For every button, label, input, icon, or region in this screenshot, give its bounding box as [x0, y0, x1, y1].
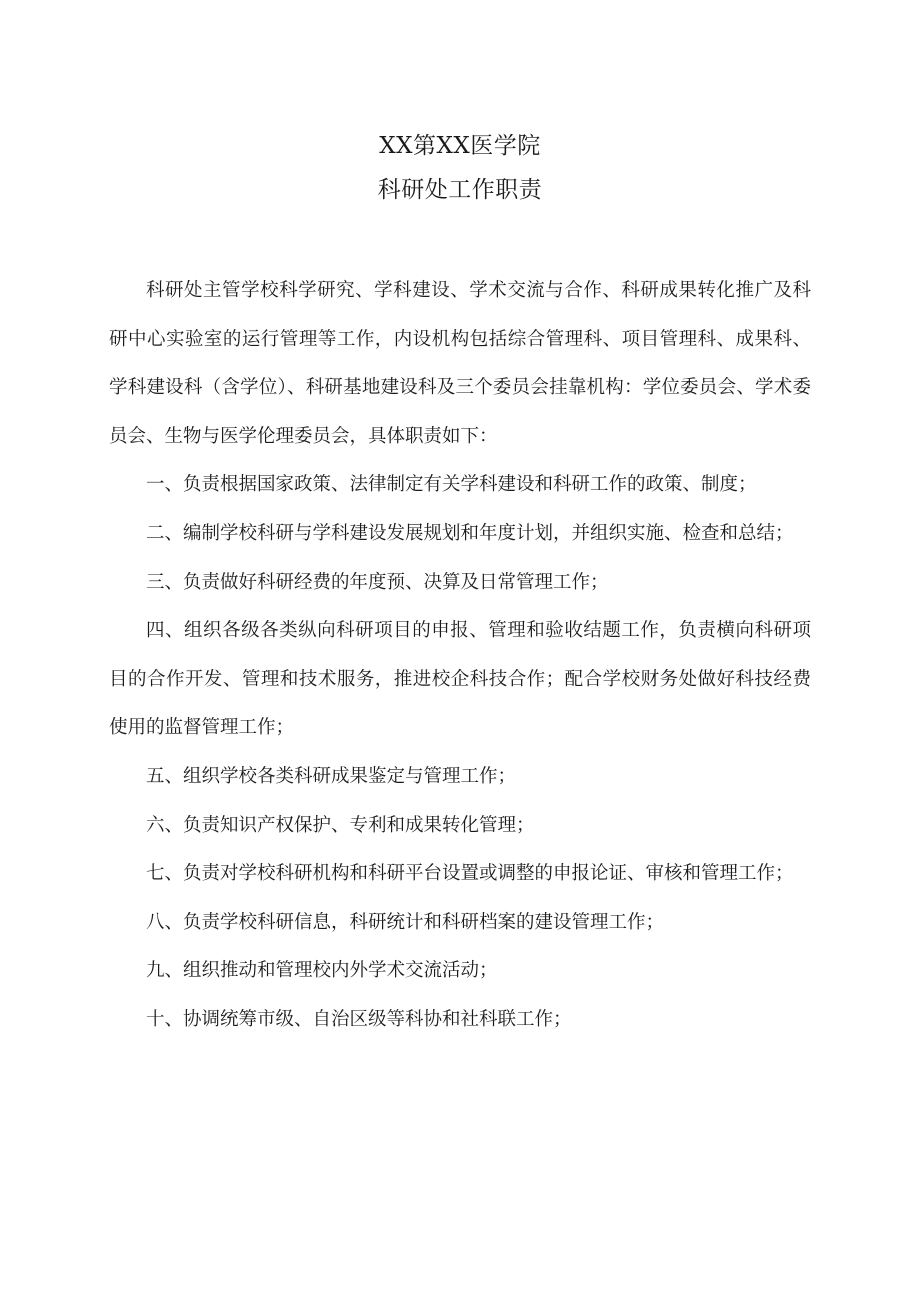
document-body: [109, 267, 811, 1045]
document-title: [0, 124, 920, 212]
title-institution: XX第XX医学院: [379, 133, 541, 159]
intro-paragraph: 科研处主管学校科学研究、学科建设、学术交流与合作、科研成果转化推广及科研中心实验室的运行管理等工作，内设机构包括综合管理科、项目管理科、成果科、学科建设科（含学位）、科研基地建设科及三个委员会挂靠机构：学位委员会、学术委员会、生物与医学伦理委员会，具体职责如下：: [109, 280, 811, 447]
duty-item-6: 六、负责知识产权保护、专利和成果转化管理；: [146, 814, 535, 836]
duty-item-7: 七、负责对学校科研机构和科研平台设置或调整的申报论证、审核和管理工作；: [146, 863, 794, 885]
duty-item-8: 八、负责学校科研信息，科研统计和科研档案的建设管理工作；: [146, 911, 665, 933]
title-department: 科研处工作职责: [377, 177, 543, 203]
duty-item-9: 九、组织推动和管理校内外学术交流活动；: [146, 960, 498, 982]
duty-item-10: 十、协调统筹市级、自治区级等科协和社科联工作；: [146, 1008, 572, 1030]
duty-item-1: 一、负责根据国家政策、法律制定有关学科建设和科研工作的政策、制度；: [146, 474, 757, 496]
duty-item-2: 二、编制学校科研与学科建设发展规划和年度计划，并组织实施、检查和总结；: [146, 522, 794, 544]
duty-item-4: 四、组织各级各类纵向科研项目的申报、管理和验收结题工作，负责横向科研项目的合作开发、管理和技术服务，推进校企科技合作；配合学校财务处做好科技经费使用的监督管理工作；: [109, 620, 811, 739]
duty-item-3: 三、负责做好科研经费的年度预、决算及日常管理工作；: [146, 571, 609, 593]
duty-item-5: 五、组织学校各类科研成果鉴定与管理工作；: [146, 765, 517, 787]
